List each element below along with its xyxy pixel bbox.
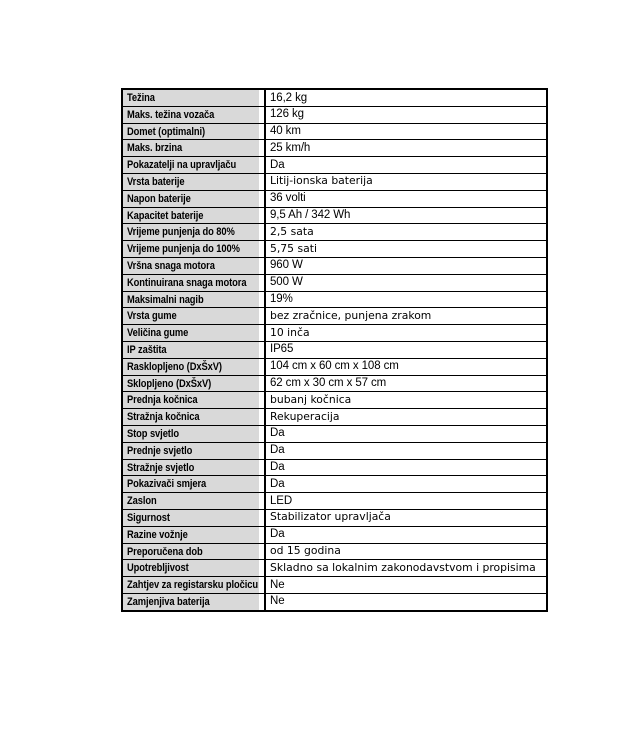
- table-row: [122, 140, 547, 157]
- spec-value-cell: LED: [265, 493, 547, 510]
- spec-table-body: [122, 89, 547, 611]
- spec-value-cell: bubanj kočnica: [265, 392, 547, 409]
- spec-label-text: Napon baterije: [127, 192, 191, 205]
- spec-label-text: Rasklopljeno (DxŠxV): [127, 360, 222, 373]
- spec-value-cell: Da: [265, 442, 547, 459]
- spec-label-cell: [122, 173, 265, 190]
- spec-label-cell: [122, 493, 265, 510]
- table-row: [122, 476, 547, 493]
- table-row: [122, 593, 547, 610]
- spec-value-cell: 19%: [265, 291, 547, 308]
- spec-label-cell: [122, 476, 265, 493]
- table-row: [122, 409, 547, 426]
- spec-label-cell: [122, 425, 265, 442]
- spec-value-cell: Da: [265, 459, 547, 476]
- table-row: [122, 341, 547, 358]
- table-row: [122, 442, 547, 459]
- table-row: [122, 291, 547, 308]
- spec-value-cell: Ne: [265, 577, 547, 594]
- spec-label-text: Veličina gume: [127, 327, 189, 340]
- spec-label-cell: [122, 241, 265, 258]
- table-row: [122, 375, 547, 392]
- spec-label-cell: [122, 123, 265, 140]
- spec-label-cell: [122, 308, 265, 325]
- spec-label-text: Zaslon: [127, 495, 157, 508]
- spec-value-cell: 10 inča: [265, 325, 547, 342]
- table-row: [122, 106, 547, 123]
- spec-label-cell: [122, 106, 265, 123]
- spec-label-cell: [122, 291, 265, 308]
- spec-label-text: Prednja kočnica: [127, 394, 198, 407]
- spec-label-text: Maks. težina vozača: [127, 108, 215, 121]
- spec-label-text: Maks. brzina: [127, 142, 183, 155]
- spec-label-text: Sigurnost: [127, 511, 170, 524]
- spec-value-cell: IP65: [265, 341, 547, 358]
- table-row: [122, 392, 547, 409]
- spec-value-cell: 16,2 kg: [265, 89, 547, 106]
- spec-label-text: Stražnje svjetlo: [127, 461, 195, 474]
- table-row: [122, 493, 547, 510]
- spec-value-cell: 2,5 sata: [265, 224, 547, 241]
- spec-value-cell: 500 W: [265, 274, 547, 291]
- table-row: [122, 325, 547, 342]
- spec-value-cell: 40 km: [265, 123, 547, 140]
- spec-label-cell: [122, 526, 265, 543]
- spec-label-text: Stražnja kočnica: [127, 411, 200, 424]
- spec-label-cell: [122, 157, 265, 174]
- spec-value-cell: Skladno sa lokalnim zakonodavstvom i propisima: [265, 560, 547, 577]
- spec-label-text: Vrsta baterije: [127, 175, 185, 188]
- table-row: [122, 224, 547, 241]
- spec-label-text: Preporučena dob: [127, 545, 203, 558]
- spec-label-cell: [122, 257, 265, 274]
- spec-label-cell: [122, 274, 265, 291]
- table-row: [122, 308, 547, 325]
- spec-label-text: Vrsta gume: [127, 310, 177, 323]
- spec-label-text: Vršna snaga motora: [127, 259, 215, 272]
- table-row: [122, 274, 547, 291]
- table-row: [122, 257, 547, 274]
- spec-label-cell: [122, 392, 265, 409]
- spec-label-cell: [122, 89, 265, 106]
- spec-label-text: Kapacitet baterije: [127, 209, 204, 222]
- spec-label-cell: [122, 442, 265, 459]
- spec-label-text: Zamjenjiva baterija: [127, 595, 210, 608]
- spec-label-text: Težina: [127, 92, 155, 104]
- spec-value-cell: 960 W: [265, 257, 547, 274]
- spec-label-cell: [122, 358, 265, 375]
- spec-label-cell: [122, 375, 265, 392]
- spec-label-cell: [122, 593, 265, 610]
- table-row: [122, 123, 547, 140]
- spec-value-cell: Da: [265, 476, 547, 493]
- spec-label-text: Domet (optimalni): [127, 125, 206, 138]
- spec-value-cell: Da: [265, 526, 547, 543]
- spec-label-cell: [122, 341, 265, 358]
- spec-value-cell: od 15 godina: [265, 543, 547, 560]
- spec-value-cell: Ne: [265, 593, 547, 610]
- spec-label-cell: [122, 459, 265, 476]
- table-row: [122, 190, 547, 207]
- spec-label-text: Kontinuirana snaga motora: [127, 276, 247, 289]
- spec-value-cell: Rekuperacija: [265, 409, 547, 426]
- table-row: [122, 358, 547, 375]
- spec-label-cell: [122, 543, 265, 560]
- spec-value-cell: 36 volti: [265, 190, 547, 207]
- spec-label-cell: [122, 509, 265, 526]
- spec-value-cell: Da: [265, 157, 547, 174]
- spec-label-cell: [122, 409, 265, 426]
- spec-label-cell: [122, 207, 265, 224]
- table-row: [122, 577, 547, 594]
- spec-label-text: Vrijeme punjenja do 80%: [127, 226, 235, 239]
- table-row: [122, 207, 547, 224]
- table-row: [122, 89, 547, 106]
- spec-label-text: Prednje svjetlo: [127, 444, 193, 457]
- spec-label-cell: [122, 140, 265, 157]
- spec-label-cell: [122, 325, 265, 342]
- spec-label-text: IP zaštita: [127, 343, 167, 356]
- table-row: [122, 425, 547, 442]
- spec-value-cell: Da: [265, 425, 547, 442]
- spec-label-text: Stop svjetlo: [127, 427, 179, 440]
- spec-label-text: Vrijeme punjenja do 100%: [127, 243, 240, 256]
- spec-label-cell: [122, 190, 265, 207]
- spec-value-cell: 9,5 Ah / 342 Wh: [265, 207, 547, 224]
- table-row: [122, 526, 547, 543]
- table-row: [122, 173, 547, 190]
- spec-value-cell: Stabilizator upravljača: [265, 509, 547, 526]
- spec-label-cell: [122, 560, 265, 577]
- table-row: [122, 459, 547, 476]
- spec-label-text: Upotrebljivost: [127, 562, 189, 575]
- spec-label-text: Zahtjev za registarsku pločicu: [127, 579, 259, 592]
- spec-table: [121, 88, 548, 612]
- spec-value-cell: Litij-ionska baterija: [265, 173, 547, 190]
- spec-value-cell: bez zračnice, punjena zrakom: [265, 308, 547, 325]
- table-row: [122, 543, 547, 560]
- spec-label-text: Maksimalni nagib: [127, 293, 204, 306]
- spec-value-cell: 25 km/h: [265, 140, 547, 157]
- spec-label-text: Pokazatelji na upravljaču: [127, 159, 237, 172]
- table-row: [122, 509, 547, 526]
- spec-value-cell: 5,75 sati: [265, 241, 547, 258]
- spec-label-text: Pokazivači smjera: [127, 478, 207, 491]
- table-row: [122, 560, 547, 577]
- spec-value-cell: 62 cm x 30 cm x 57 cm: [265, 375, 547, 392]
- spec-value-cell: 104 cm x 60 cm x 108 cm: [265, 358, 547, 375]
- spec-value-cell: 126 kg: [265, 106, 547, 123]
- table-row: [122, 157, 547, 174]
- table-row: [122, 241, 547, 258]
- spec-label-text: Razine vožnje: [127, 528, 188, 541]
- spec-label-cell: [122, 224, 265, 241]
- spec-label-text: Sklopljeno (DxŠxV): [127, 377, 212, 390]
- spec-label-cell: [122, 577, 265, 594]
